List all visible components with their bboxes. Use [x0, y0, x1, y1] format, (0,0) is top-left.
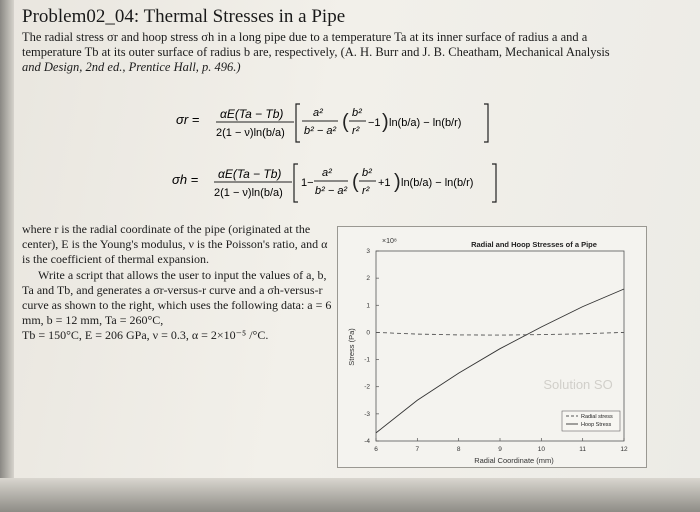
stress-chart-svg — [338, 227, 646, 467]
svg-text:b² − a²: b² − a² — [304, 125, 337, 137]
radial-eq-log-term: ln(b/a) − ln(b/r) — [389, 117, 462, 129]
page-shadow-left — [0, 0, 14, 512]
radial-eq-denominator: 2(1 − ν)ln(b/a) — [216, 127, 285, 139]
svg-text:): ) — [382, 111, 389, 133]
y-tick-label: 0 — [366, 329, 370, 337]
intro-line-1: The radial stress σr and hoop stress σh in a long pipe due to a temperature Ta at its inner surface of radius a and a — [22, 30, 588, 44]
svg-text:a²: a² — [322, 167, 332, 179]
radial-eq-left-bracket — [296, 104, 300, 142]
legend-label: Hoop Stress — [581, 422, 612, 428]
intro-line-3 — [22, 60, 662, 75]
hoop-eq-right-bracket — [492, 164, 496, 202]
watermark-text: Solution SO — [543, 377, 613, 392]
radial-stress-line — [376, 332, 624, 335]
stress-chart — [337, 226, 647, 468]
problem-title: Problem02_04: Thermal Stresses in a Pipe — [22, 6, 346, 27]
x-axis-label: Radial Coordinate (mm) — [474, 456, 554, 465]
svg-text:r²: r² — [362, 185, 370, 197]
svg-text:+1: +1 — [378, 177, 391, 189]
y-tick-label: 1 — [366, 302, 370, 310]
x-tick-label: 11 — [579, 446, 587, 453]
svg-text:b² − a²: b² − a² — [315, 185, 348, 197]
hoop-eq-numerator: αE(Ta − Tb) — [218, 167, 282, 181]
intro-citation: and Design, 2nd ed., Prentice Hall, p. 496.) — [22, 60, 241, 74]
y-tick-label: -1 — [364, 356, 370, 364]
x-tick-label: 8 — [456, 446, 461, 453]
definitions-paragraph: where r is the radial coordinate of the pipe (originated at the center), E is the Young's modulus, ν is the Poisson's ratio, and α is the coefficient of thermal expansion. — [22, 222, 328, 267]
x-tick-label: 6 — [374, 446, 378, 453]
hoop-eq-left-bracket — [294, 164, 298, 202]
svg-text:(: ( — [342, 111, 349, 133]
svg-text:): ) — [394, 171, 401, 193]
svg-text:−1: −1 — [368, 117, 381, 129]
y-tick-label: -3 — [364, 410, 370, 418]
page-shadow-bottom — [0, 478, 700, 512]
intro-line-2: temperature Tb at its outer surface of radius b are, respectively, (A. H. Burr and J. B. Cheatham, Mechanical Analysis — [22, 45, 610, 59]
x-tick-label: 9 — [498, 446, 502, 453]
legend-label: Radial stress — [581, 414, 613, 420]
y-exponent-label: ×10⁸ — [382, 238, 397, 245]
y-tick-label: 2 — [366, 275, 370, 283]
task-paragraph: Write a script that allows the user to input the values of a, b, Ta and Tb, and generates a σr-versus-r curve and a σh-versus-r curve as shown to the right, which uses the following data: a = 6 mm, b = 12 mm, Ta = 260°C, — [22, 267, 332, 328]
svg-text:r²: r² — [352, 125, 360, 137]
x-tick-label: 12 — [620, 446, 628, 453]
svg-text:(: ( — [352, 171, 359, 193]
x-tick-label: 7 — [415, 446, 420, 453]
radial-eq-right-bracket — [484, 104, 488, 142]
svg-text:a²: a² — [313, 107, 323, 119]
intro-paragraph — [22, 30, 662, 75]
data-values-line: Tb = 150°C, E = 206 GPa, ν = 0.3, α = 2×10⁻⁵ /°C. — [22, 328, 269, 343]
radial-eq-lhs: σr = — [176, 112, 200, 127]
radial-eq-numerator: αE(Ta − Tb) — [220, 107, 284, 121]
chart-title: Radial and Hoop Stresses of a Pipe — [471, 240, 597, 249]
svg-text:1−: 1− — [301, 177, 314, 189]
chart-legend — [562, 411, 620, 431]
hoop-eq-log-term: ln(b/a) − ln(b/r) — [401, 177, 474, 189]
svg-text:b²: b² — [362, 167, 372, 179]
y-tick-label: 3 — [366, 248, 370, 255]
x-tick-label: 10 — [537, 446, 545, 453]
hoop-eq-denominator: 2(1 − ν)ln(b/a) — [214, 187, 283, 199]
hoop-stress-equation — [172, 160, 502, 210]
y-tick-label: -2 — [364, 383, 370, 391]
svg-text:b²: b² — [352, 107, 362, 119]
hoop-eq-lhs: σh = — [172, 172, 199, 187]
radial-stress-equation — [176, 100, 506, 150]
y-tick-label: -4 — [364, 438, 370, 445]
problem-statement — [22, 222, 334, 344]
y-axis-label: Stress (Pa) — [347, 328, 356, 366]
